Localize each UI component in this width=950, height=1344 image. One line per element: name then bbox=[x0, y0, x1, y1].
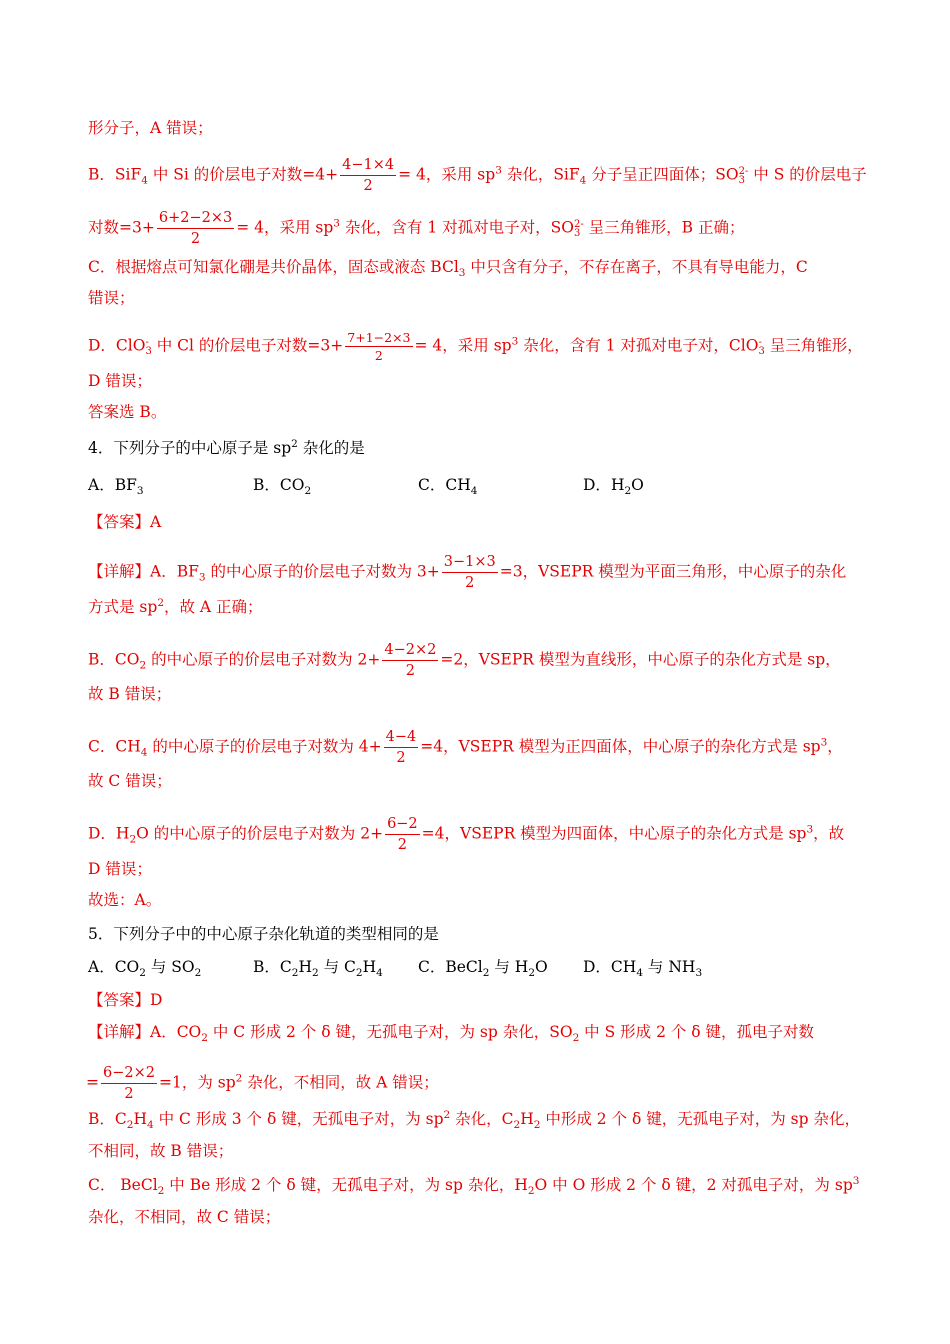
q5-explain-b-line2: 不相同，故 B 错误； bbox=[88, 1142, 234, 1160]
q5-option-d: D．$CH_4$ 与 $NH_3$ bbox=[583, 958, 703, 980]
q4-answer: 【答案】A bbox=[88, 513, 162, 531]
q4-option-b: B．$CO_2$ bbox=[253, 476, 312, 498]
q4-option-a: A．$BF_3$ bbox=[88, 476, 144, 498]
fraction: $\frac{6-2}{2}$ bbox=[387, 816, 418, 853]
q4-stem: 4．下列分子的中心原子是 $sp^2$ 杂化的是 bbox=[88, 437, 365, 457]
q4-explain-b-line2: 故 B 错误； bbox=[88, 685, 172, 703]
q4-explain-b-line1: B．$CO_2$ 的中心原子的价层电子对数为 2+ $\frac{4-2\times 2}{2}$ =2，VSEPR 模型为直线形，中心原子的杂化方式是 sp， bbox=[88, 642, 841, 679]
q4-explain-c-line1: C．$CH_4$ 的中心原子的价层电子对数为 4+ $\frac{4-4}{2}$ =4，VSEPR 模型为正四面体，中心原子的杂化方式是 $sp^3$， bbox=[88, 729, 843, 766]
q4-explain-a-line2: 方式是 $sp^2$，故 A 正确； bbox=[88, 596, 263, 616]
fraction: $\frac{4-2\times 2}{2}$ bbox=[384, 642, 437, 679]
fraction: $\frac{6+2-2\times 3}{2}$ bbox=[158, 210, 233, 247]
q3-option-c-line1: C．根据熔点可知氯化硼是共价晶体，固态或液态 BCl$_3$ 中只含有分子，不存在离子，不具有导电能力，C bbox=[88, 258, 808, 280]
q4-explain-c-line2: 故 C 错误； bbox=[88, 772, 172, 790]
q4-option-d: D．$H_2O$ bbox=[583, 476, 644, 498]
q4-explain-a-line1: 【详解】A．$BF_3$ 的中心原子的价层电子对数为 3+ $\frac{3-1\times 3}{2}$ =3，VSEPR 模型为平面三角形，中心原子的杂化 bbox=[88, 554, 847, 591]
q3-option-c-line2: 错误； bbox=[88, 289, 135, 307]
q4-final: 故选：A。 bbox=[88, 891, 162, 909]
q5-option-b: B．$C_2H_2$ 与 $C_2H_4$ bbox=[253, 958, 383, 980]
q5-option-a: A．$CO_2$ 与 $SO_2$ bbox=[88, 958, 202, 980]
q5-explain-b-line1: B．$C_2H_4$ 中 C 形成 3 个 δ 键，无孤电子对，为 $sp^2$ 杂化，$C_2H_2$ 中形成 2 个 δ 键，无孤电子对，为 sp 杂化， bbox=[88, 1108, 860, 1132]
fraction: $\frac{4-4}{2}$ bbox=[385, 729, 417, 766]
fraction: $\frac{6-2\times 2}{2}$ bbox=[103, 1065, 155, 1102]
q3-option-d-line1: D．ClO - 3 中 Cl 的价层电子对数=3+ $\frac{7+1-2\times 3}{2}$ = 4，采用 $sp^3$ 杂化，含有 1 对孤对电子对，ClO - 3 呈三角锥形， bbox=[88, 330, 863, 363]
q3-option-d-line2: D 错误； bbox=[88, 372, 152, 390]
q3-option-b-line1: B．SiF$_4$ 中 Si 的价层电子对数=4+ $\frac{4-1\times 4}{2}$ = 4，采用 $sp^3$ 杂化，SiF$_4$ 分子呈正四面体；SO 2- 3 中 S 的价层电子 bbox=[88, 157, 867, 194]
q4-explain-d-line2: D 错误； bbox=[88, 860, 152, 878]
q3-answer-statement: 答案选 B。 bbox=[88, 403, 167, 421]
q3-option-b-line2: 对数=3+ $\frac{6+2-2\times 3}{2}$ = 4，采用 $sp^3$ 杂化，含有 1 对孤对电子对，SO 2- 3 呈三角锥形，B 正确； bbox=[88, 210, 745, 247]
q5-stem: 5．下列分子中的中心原子杂化轨道的类型相同的是 bbox=[88, 925, 439, 943]
fraction: $\frac{4-1\times 4}{2}$ bbox=[342, 157, 395, 194]
q3-a-conclusion: 形分子，A 错误； bbox=[88, 119, 213, 137]
q5-explain-c-line1: C． BeCl$_2$ 中 Be 形成 2 个 δ 键，无孤电子对，为 sp 杂化，$H_2O$ 中 O 形成 2 个 δ 键，2 对孤电子对，为 $sp^3$ bbox=[88, 1174, 860, 1198]
q4-explain-d-line1: D．$H_2O$ 的中心原子的价层电子对数为 2+ $\frac{6-2}{2}$ =4，VSEPR 模型为四面体，中心原子的杂化方式是 $sp^3$，故 bbox=[88, 816, 845, 853]
q5-explain-a-line1: 【详解】A．$CO_2$ 中 C 形成 2 个 δ 键，无孤电子对，为 sp 杂化，$SO_2$ 中 S 形成 2 个 δ 键，孤电子对数 bbox=[88, 1023, 815, 1045]
q5-answer: 【答案】D bbox=[88, 991, 163, 1009]
fraction: $\frac{3-1\times 3}{2}$ bbox=[443, 554, 496, 591]
q5-explain-c-line2: 杂化，不相同，故 C 错误； bbox=[88, 1208, 281, 1226]
fraction: $\frac{7+1-2\times 3}{2}$ bbox=[347, 330, 411, 363]
q5-explain-a-line2: = $\frac{6-2\times 2}{2}$ =1，为 $sp^2$ 杂化，不相同，故 A 错误； bbox=[86, 1065, 439, 1102]
q5-option-c: C．BeCl$_2$ 与 $H_2O$ bbox=[418, 958, 548, 980]
q4-option-c: C．$CH_4$ bbox=[418, 476, 478, 498]
